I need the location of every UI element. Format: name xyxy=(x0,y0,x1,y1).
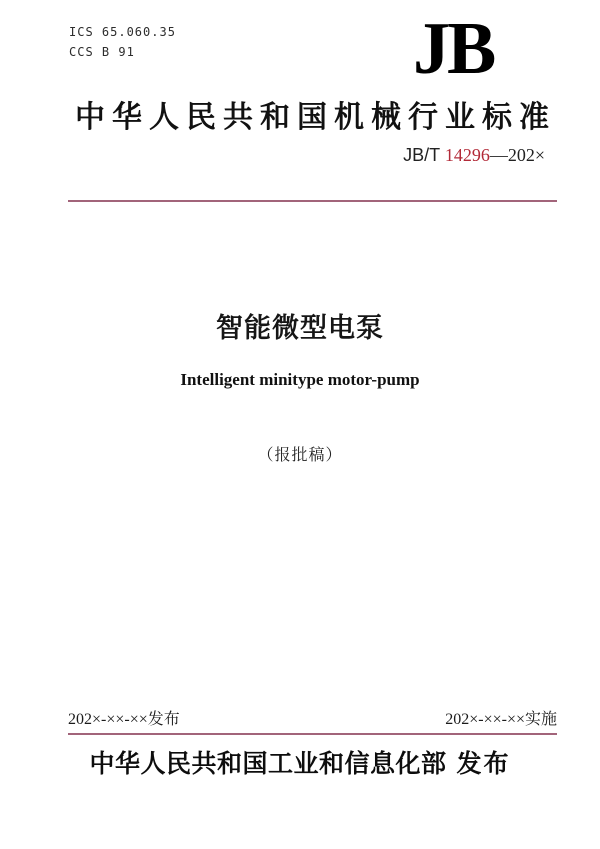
footer-divider-rule xyxy=(68,733,557,735)
ccs-code: CCS B 91 xyxy=(69,45,135,59)
dates-row xyxy=(68,709,557,731)
standard-number-prefix: JB/T xyxy=(403,145,445,165)
document-title-english: Intelligent minitype motor-pump xyxy=(180,370,420,389)
document-title-chinese: 智能微型电泵 xyxy=(216,313,384,343)
standard-number-year: —202× xyxy=(489,145,545,165)
standard-category-title: 中华人民共和国机械行业标准 xyxy=(75,101,556,134)
issue-action-label: 发布 xyxy=(456,750,511,778)
implement-date: 202×-××-××实施 xyxy=(445,711,557,728)
ics-code: ICS 65.060.35 xyxy=(69,25,176,39)
classification-codes xyxy=(69,22,176,62)
draft-status-note: （报批稿） xyxy=(257,447,343,464)
issuing-body: 中华人民共和国工业和信息化部 xyxy=(89,751,447,778)
jb-standard-logo: JB xyxy=(413,8,494,90)
header-divider-rule xyxy=(68,200,557,202)
standard-number-value: 14296 xyxy=(444,145,490,165)
issue-date: 202×-××-××发布 xyxy=(68,711,180,728)
issuer-line xyxy=(0,748,600,781)
standard-number xyxy=(403,145,545,165)
